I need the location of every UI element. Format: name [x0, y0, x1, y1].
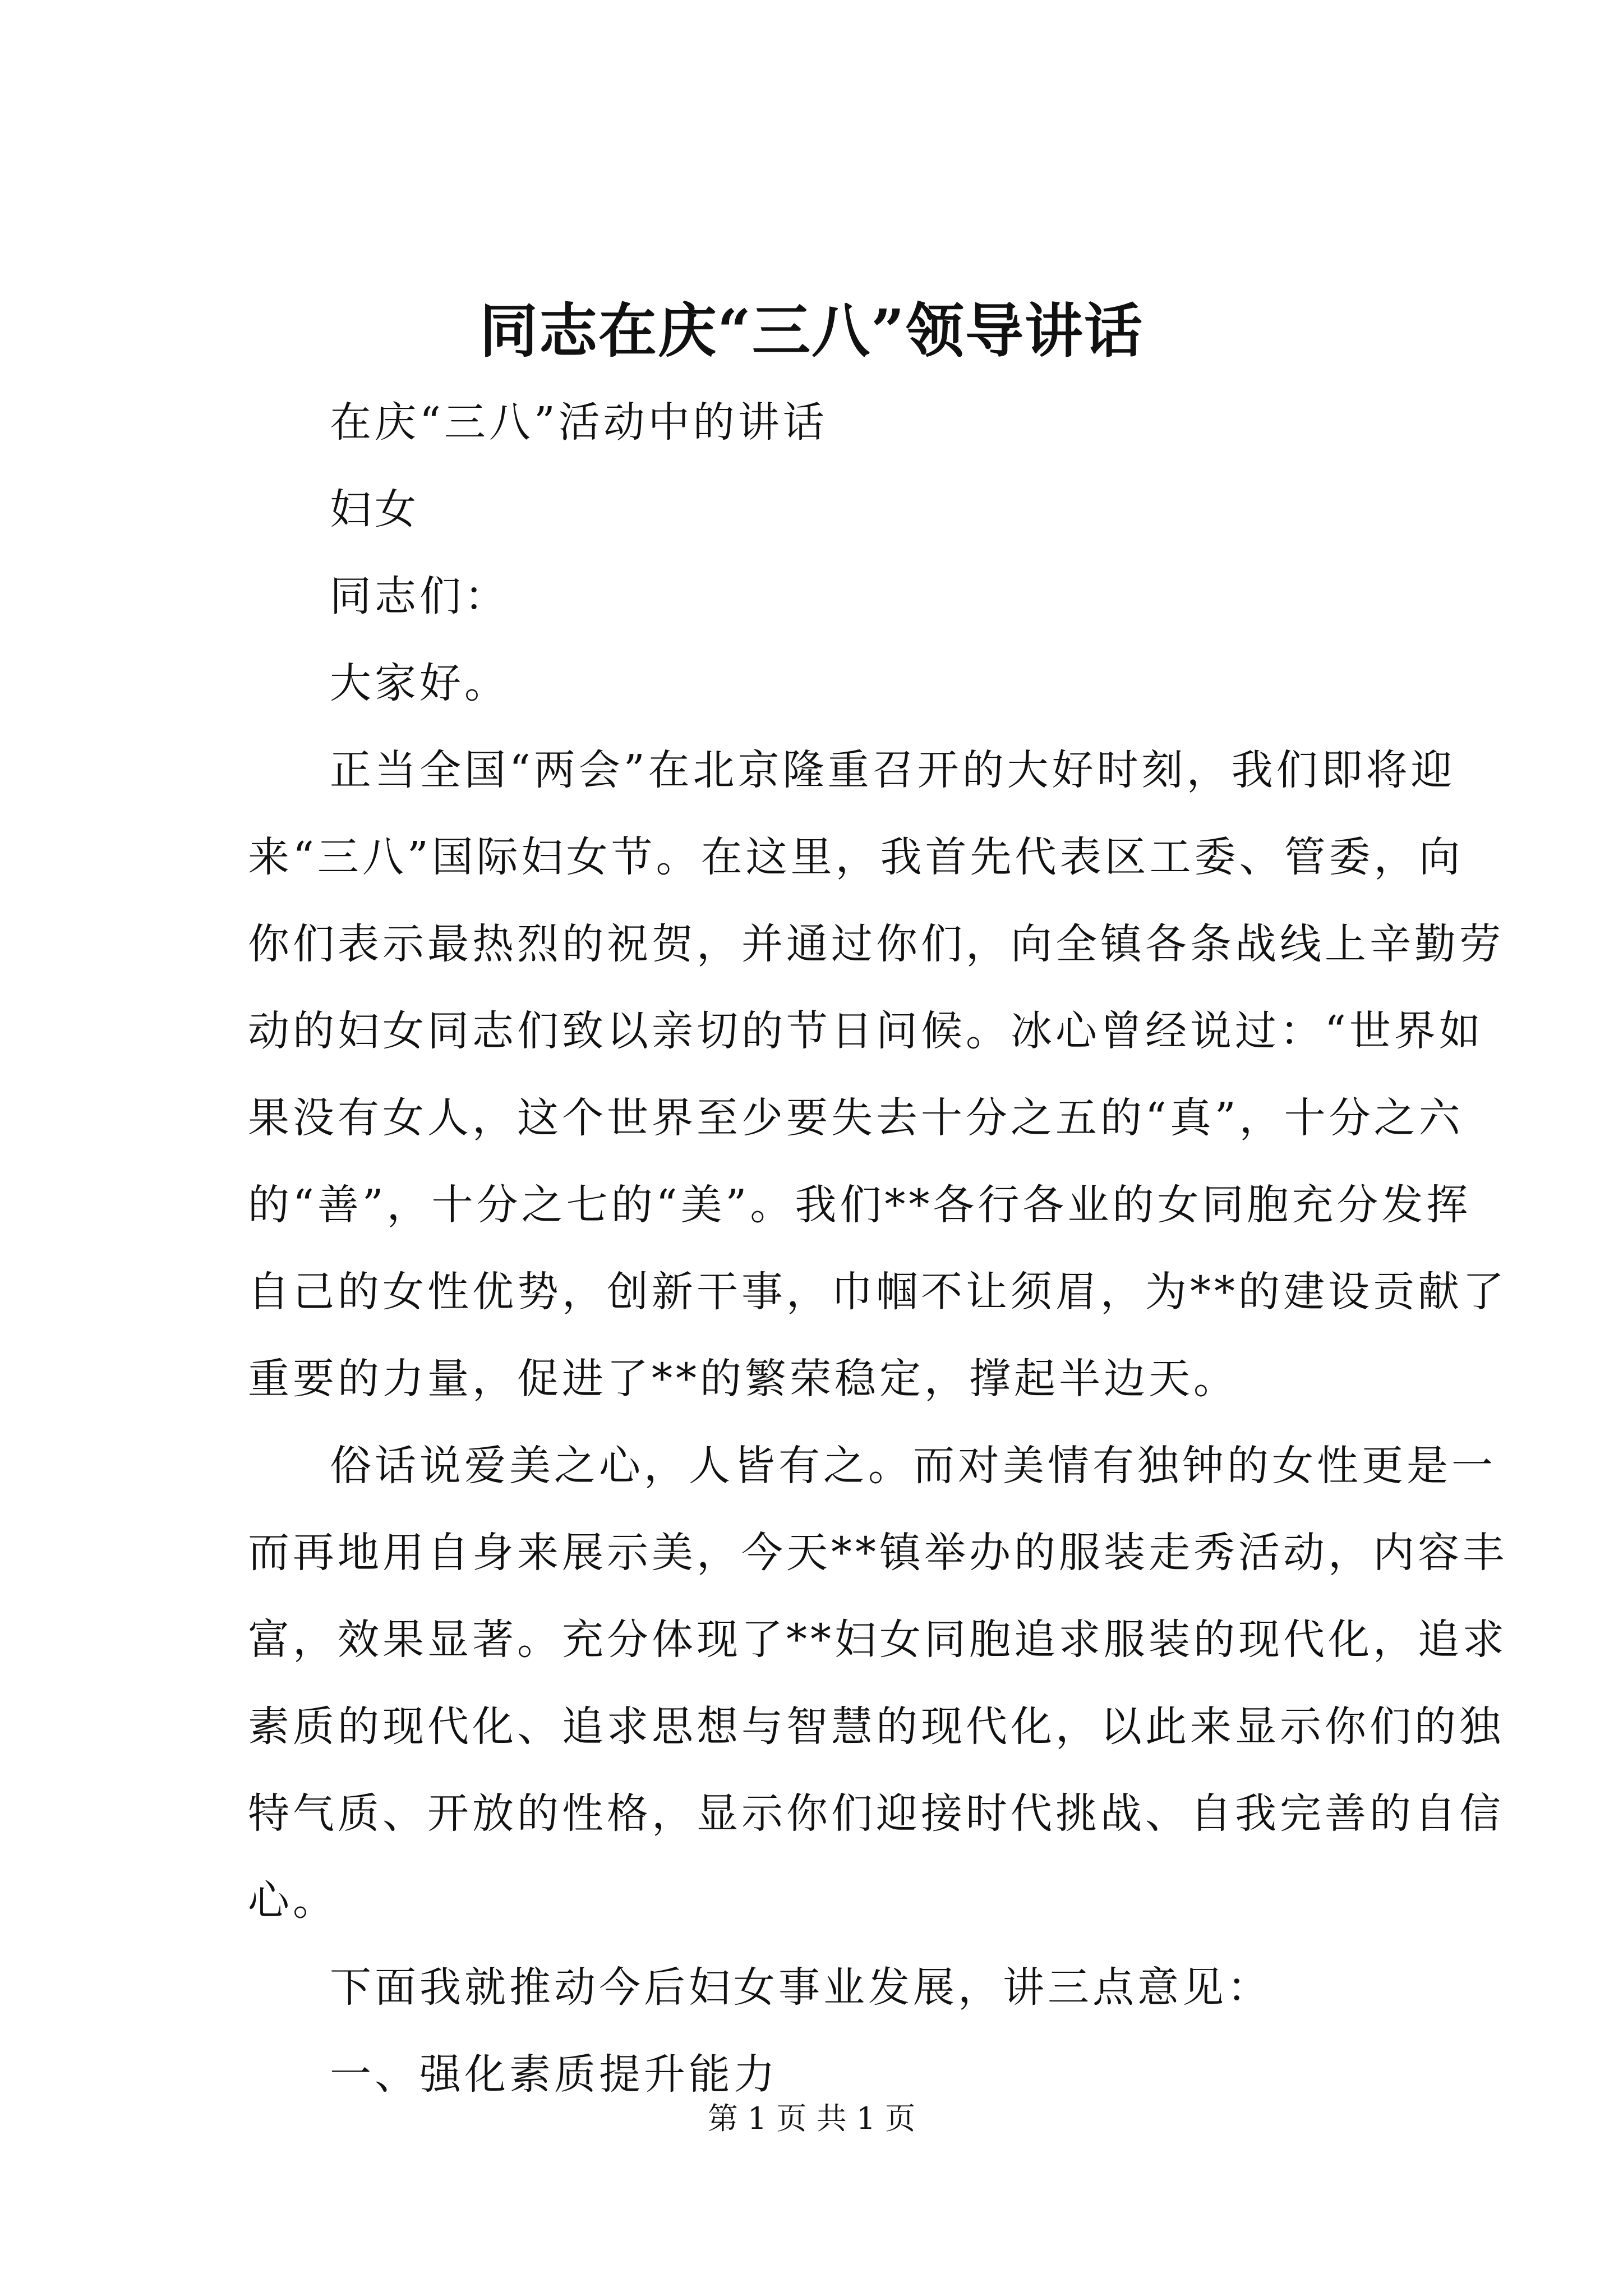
- greeting-line: 大家好。: [330, 659, 509, 707]
- paragraph-1-line: 来“三八”国际妇女节。在这里，我首先代表区工委、管委，向: [248, 833, 1464, 881]
- paragraph-2-line: 素质的现代化、追求思想与智慧的现代化，以此来显示你们的独: [248, 1703, 1504, 1751]
- paragraph-1-line: 果没有女人，这个世界至少要失去十分之五的“真”，十分之六: [248, 1094, 1464, 1142]
- paragraph-2-line: 心。: [248, 1876, 338, 1925]
- page-footer: 第 1 页 共 1 页: [707, 2101, 916, 2136]
- subtitle-line: 在庆“三八”活动中的讲话: [330, 398, 828, 447]
- paragraph-2-line: 而再地用自身来展示美，今天**镇举办的服装走秀活动，内容丰: [248, 1529, 1507, 1577]
- paragraph-3-line: 下面我就推动今后妇女事业发展，讲三点意见：: [330, 1963, 1272, 2012]
- paragraph-2-line: 富，效果显著。充分体现了**妇女同胞追求服装的现代化，追求: [248, 1616, 1507, 1664]
- paragraph-1-line: 自己的女性优势，创新干事，巾帼不让须眉，为**的建设贡献了: [248, 1268, 1507, 1316]
- paragraph-1-line: 的“善”，十分之七的“美”。我们**各行各业的女同胞充分发挥: [248, 1181, 1472, 1229]
- document-title: 同志在庆“三八”领导讲话: [479, 296, 1144, 365]
- document-body: [248, 379, 1507, 2118]
- paragraph-2-line: 特气质、开放的性格，显示你们迎接时代挑战、自我完善的自信: [248, 1789, 1504, 1838]
- addressee-line: 妇女: [330, 485, 419, 533]
- paragraph-1-line: 你们表示最热烈的祝贺，并通过你们，向全镇各条战线上辛勤劳: [248, 920, 1504, 968]
- paragraph-2-line: 俗话说爱美之心，人皆有之。而对美情有独钟的女性更是一: [330, 1442, 1496, 1490]
- paragraph-1-line: 重要的力量，促进了**的繁荣稳定，撑起半边天。: [248, 1355, 1238, 1403]
- paragraph-1-line: 动的妇女同志们致以亲切的节日问候。冰心曾经说过：“世界如: [248, 1007, 1484, 1055]
- section-heading: 一、强化素质提升能力: [330, 2050, 778, 2099]
- paragraph-1-line: 正当全国“两会”在北京隆重召开的大好时刻，我们即将迎: [330, 746, 1456, 794]
- salutation-line: 同志们：: [330, 572, 509, 620]
